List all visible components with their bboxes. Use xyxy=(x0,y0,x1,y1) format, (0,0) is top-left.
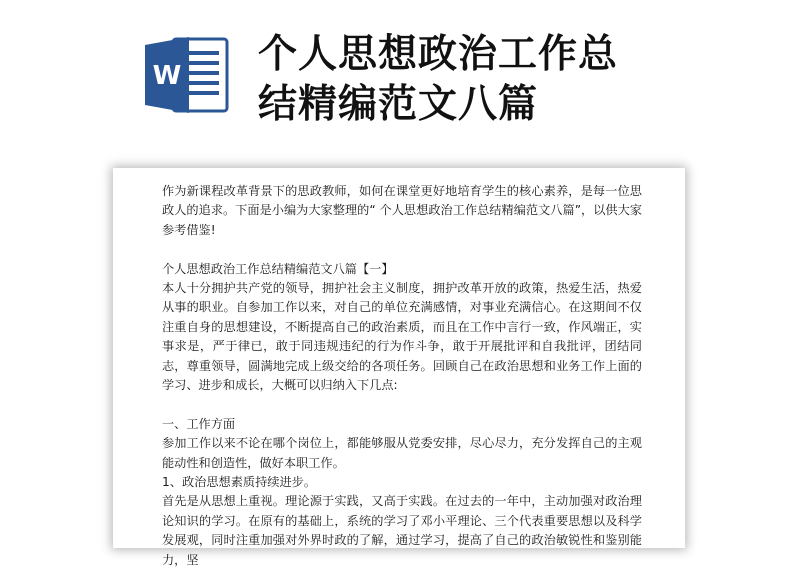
body-paragraph: 参加工作以来不论在哪个岗位上，都能够服从党委安排，尽心尽力，充分发挥自己的主观能动性和创造性，做好本职工作。 xyxy=(162,436,642,470)
word-icon-letter: W xyxy=(152,61,182,91)
body-paragraph: 本人十分拥护共产党的领导，拥护社会主义制度，拥护改革开放的政策，热爱生活，热爱从事的职业。自参加工作以来，对自己的单位充满感情，对事业充满信心。在这期间不仅注重自身的思想建设，不断提高自己的政治素质，而且在工作中言行一致，作风端正，实事求是，严于律已，敢于同违规违纪的行为作斗争，敢于开展批评和自我批评，团结同志，尊重领导，圆满地完成上级交给的各项任务。回顾自己在政治思想和业务工作上面的学习、进步和成长，大概可以归纳入下几点: xyxy=(162,281,642,393)
word-document-icon xyxy=(143,33,229,117)
title-line-2: 结精编范文八篇 xyxy=(258,82,539,127)
title-line-1: 个人思想政治工作总 xyxy=(258,32,619,77)
section-title: 个人思想政治工作总结精编范文八篇【一】 xyxy=(162,261,394,276)
subheading-political: 1、政治思想素质持续进步。 xyxy=(162,475,317,490)
document-sheet xyxy=(113,168,685,567)
heading-work: 一、工作方面 xyxy=(162,416,236,431)
body-paragraph: 首先是从思想上重视。理论源于实践，又高于实践。在过去的一年中，主动加强对政治理论知识的学习。在原有的基础上，系统的学习了邓小平理论、三个代表重要思想以及科学发展观，同时注重加强对外界时政的了解，通过学习，提高了自己的政治敏锐性和鉴别能力，坚 xyxy=(162,494,642,567)
page-title xyxy=(258,30,698,130)
document-body xyxy=(162,182,642,570)
intro-paragraph: 作为新课程改革背景下的思政教师，如何在课堂更好地培育学生的核心素养，是每一位思政人的追求。下面是小编为大家整理的“ 个人思想政治工作总结精编范文八篇”，以供大家参考借鉴! xyxy=(162,184,642,237)
